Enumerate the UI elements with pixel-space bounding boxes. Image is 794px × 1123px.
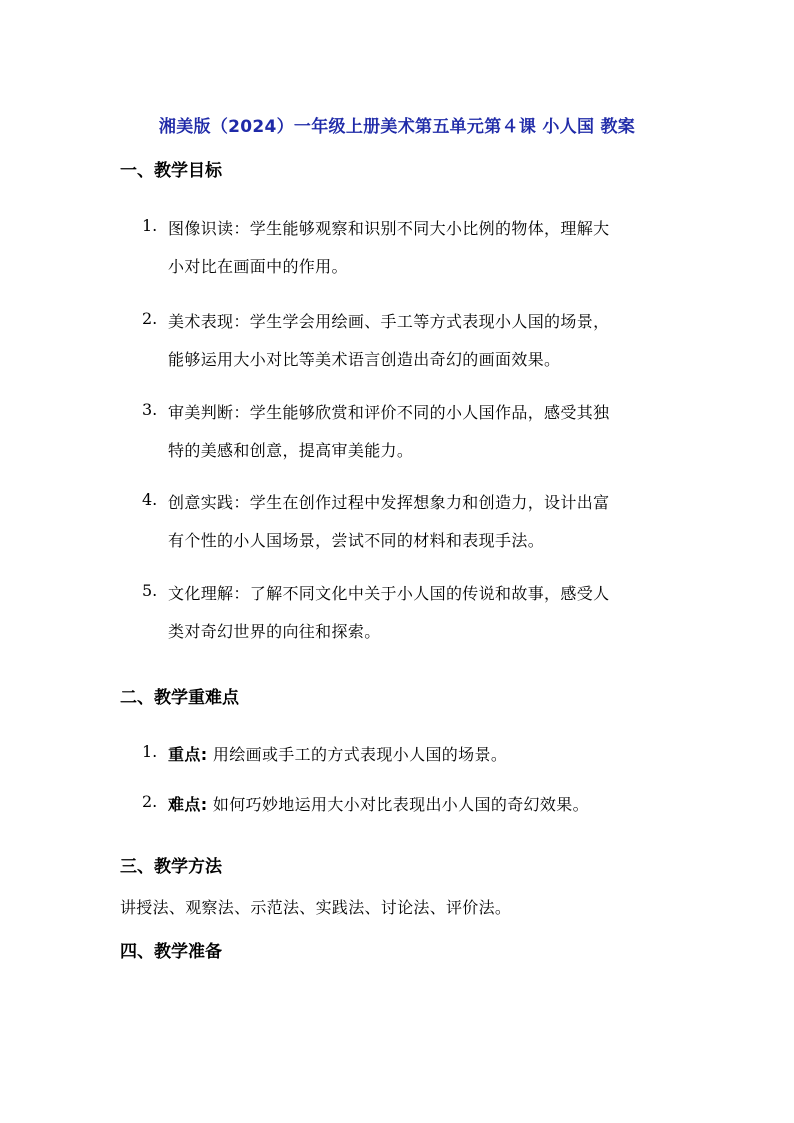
section-heading-objectives: 一、教学目标: [120, 161, 222, 181]
item-number: 4.: [142, 490, 158, 509]
item-text-line: [168, 792, 589, 815]
item-text-line: [168, 742, 507, 765]
section-heading-preparation: 四、教学准备: [120, 942, 222, 962]
item-text: 用绘画或手工的方式表现小人国的场景。: [207, 745, 508, 764]
section-heading-methods: 三、教学方法: [120, 857, 222, 877]
item-text-line: 小对比在画面中的作用。: [168, 257, 348, 276]
item-number: 5.: [142, 581, 158, 600]
item-text-line: 有个性的小人国场景，尝试不同的材料和表现手法。: [168, 531, 545, 550]
item-label: 难点:: [168, 795, 208, 814]
item-text-line: 图像识读：学生能够观察和识别不同大小比例的物体，理解大: [168, 219, 610, 238]
item-number: 1.: [142, 216, 158, 235]
item-number: 1.: [142, 742, 158, 761]
item-text-line: 文化理解：了解不同文化中关于小人国的传说和故事，感受人: [168, 584, 610, 603]
item-text-line: 审美判断：学生能够欣赏和评价不同的小人国作品，感受其独: [168, 403, 610, 422]
item-text: 如何巧妙地运用大小对比表现出小人国的奇幻效果。: [207, 795, 589, 814]
item-text-line: 类对奇幻世界的向往和探索。: [168, 622, 381, 641]
item-number: 2.: [142, 309, 158, 328]
section-heading-key-points: 二、教学重难点: [120, 688, 239, 708]
item-label: 重点:: [168, 745, 208, 764]
item-text-line: 创意实践：学生在创作过程中发挥想象力和创造力，设计出富: [168, 493, 610, 512]
item-number: 2.: [142, 792, 158, 811]
item-text-line: 特的美感和创意，提高审美能力。: [168, 441, 414, 460]
document-title: 湘美版（2024）一年级上册美术第五单元第４课 小人国 教案: [158, 117, 636, 137]
methods-text: 讲授法、观察法、示范法、实践法、讨论法、评价法。: [120, 898, 512, 917]
item-text-line: 美术表现：学生学会用绘画、手工等方式表现小人国的场景，: [168, 312, 610, 331]
item-number: 3.: [142, 400, 158, 419]
item-text-line: 能够运用大小对比等美术语言创造出奇幻的画面效果。: [168, 350, 561, 369]
